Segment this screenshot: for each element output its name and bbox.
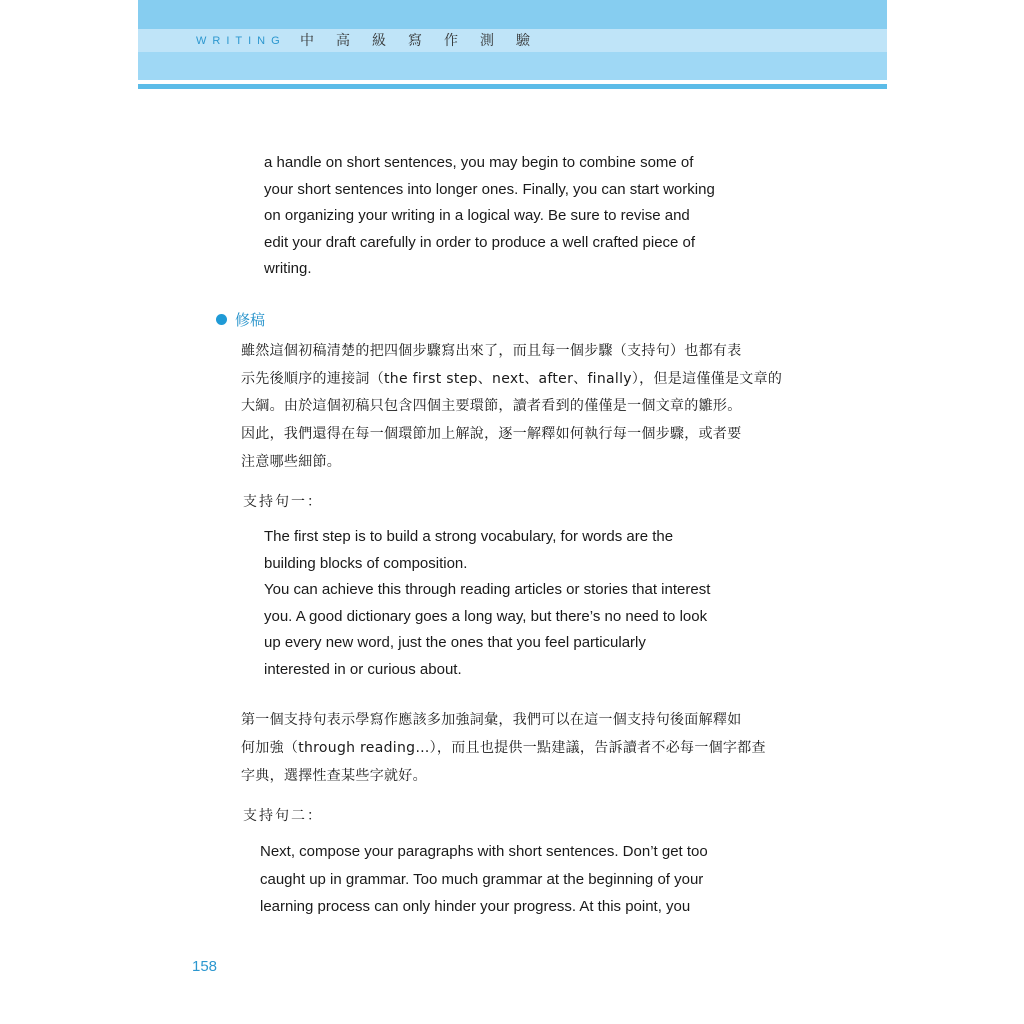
text-line: The first step is to build a strong vocabulary, for words are the <box>264 528 674 545</box>
support-sentence-two-label: 支持句二： <box>243 808 323 824</box>
text-line: learning process can only hinder your progress. At this point, you <box>260 898 691 916</box>
text-line: on organizing your writing in a logical way. Be sure to revise and <box>264 207 690 225</box>
text-line: edit your draft carefully in order to produce a well crafted piece of <box>264 233 696 251</box>
support-sentence-one-label: 支持句一： <box>243 494 323 510</box>
text-line: a handle on short sentences, you may begin to combine some of <box>264 154 694 171</box>
text-line: 因此，我們還得在每一個環節加上解說，逐一解釋如何執行每一個步驟，或者要 <box>241 426 742 443</box>
section-heading <box>216 309 265 329</box>
text-line: 注意哪些細節。 <box>241 453 342 470</box>
support-sentence-one-explanation <box>241 706 766 790</box>
bullet-dot-icon <box>216 314 227 325</box>
text-line: writing. <box>264 260 312 278</box>
section-heading-text: 修稿 <box>235 310 266 329</box>
text-line: 何加強（through reading…），而且也提供一點建議，告訴讀者不必每一個字都查 <box>241 740 766 756</box>
text-line: building blocks of composition. <box>264 554 468 572</box>
text-line: you. A good dictionary goes a long way, but there’s no need to look <box>264 607 708 625</box>
text-line: your short sentences into longer ones. Finally, you can start working <box>264 180 715 198</box>
text-line: caught up in grammar. Too much grammar at the beginning of your <box>260 870 704 888</box>
text-line: interested in or curious about. <box>264 660 462 678</box>
text-line: up every new word, just the ones that you feel particularly <box>264 634 646 651</box>
page-header <box>138 0 887 90</box>
header-label: WRITING <box>196 35 286 47</box>
header-band-top <box>138 0 887 29</box>
text-line: 大綱。由於這個初稿只包含四個主要環節，讀者看到的僅僅是一個文章的雛形。 <box>241 398 742 415</box>
intro-paragraph <box>264 150 715 283</box>
text-line: 雖然這個初稿清楚的把四個步驟寫出來了，而且每一個步驟（支持句）也都有表 <box>241 343 742 359</box>
support-sentence-one-text <box>264 524 710 683</box>
text-line: You can achieve this through reading articles or stories that interest <box>264 581 711 598</box>
text-line: 字典，選擇性查某些字就好。 <box>241 768 427 784</box>
header-title: 中高級寫作測驗 <box>300 33 552 49</box>
text-line: 示先後順序的連接詞（the first step、next、after、finally），但是這僅僅是文章的 <box>241 370 783 387</box>
text-line: 第一個支持句表示學寫作應該多加強詞彙，我們可以在這一個支持句後面解釋如 <box>241 712 742 728</box>
revision-explanation <box>241 338 782 477</box>
header-band-middle <box>138 52 887 80</box>
page-number: 158 <box>192 958 218 975</box>
text-line: Next, compose your paragraphs with short sentences. Don’t get too <box>260 843 708 860</box>
header-rule <box>138 84 887 89</box>
support-sentence-two-text <box>260 838 708 921</box>
